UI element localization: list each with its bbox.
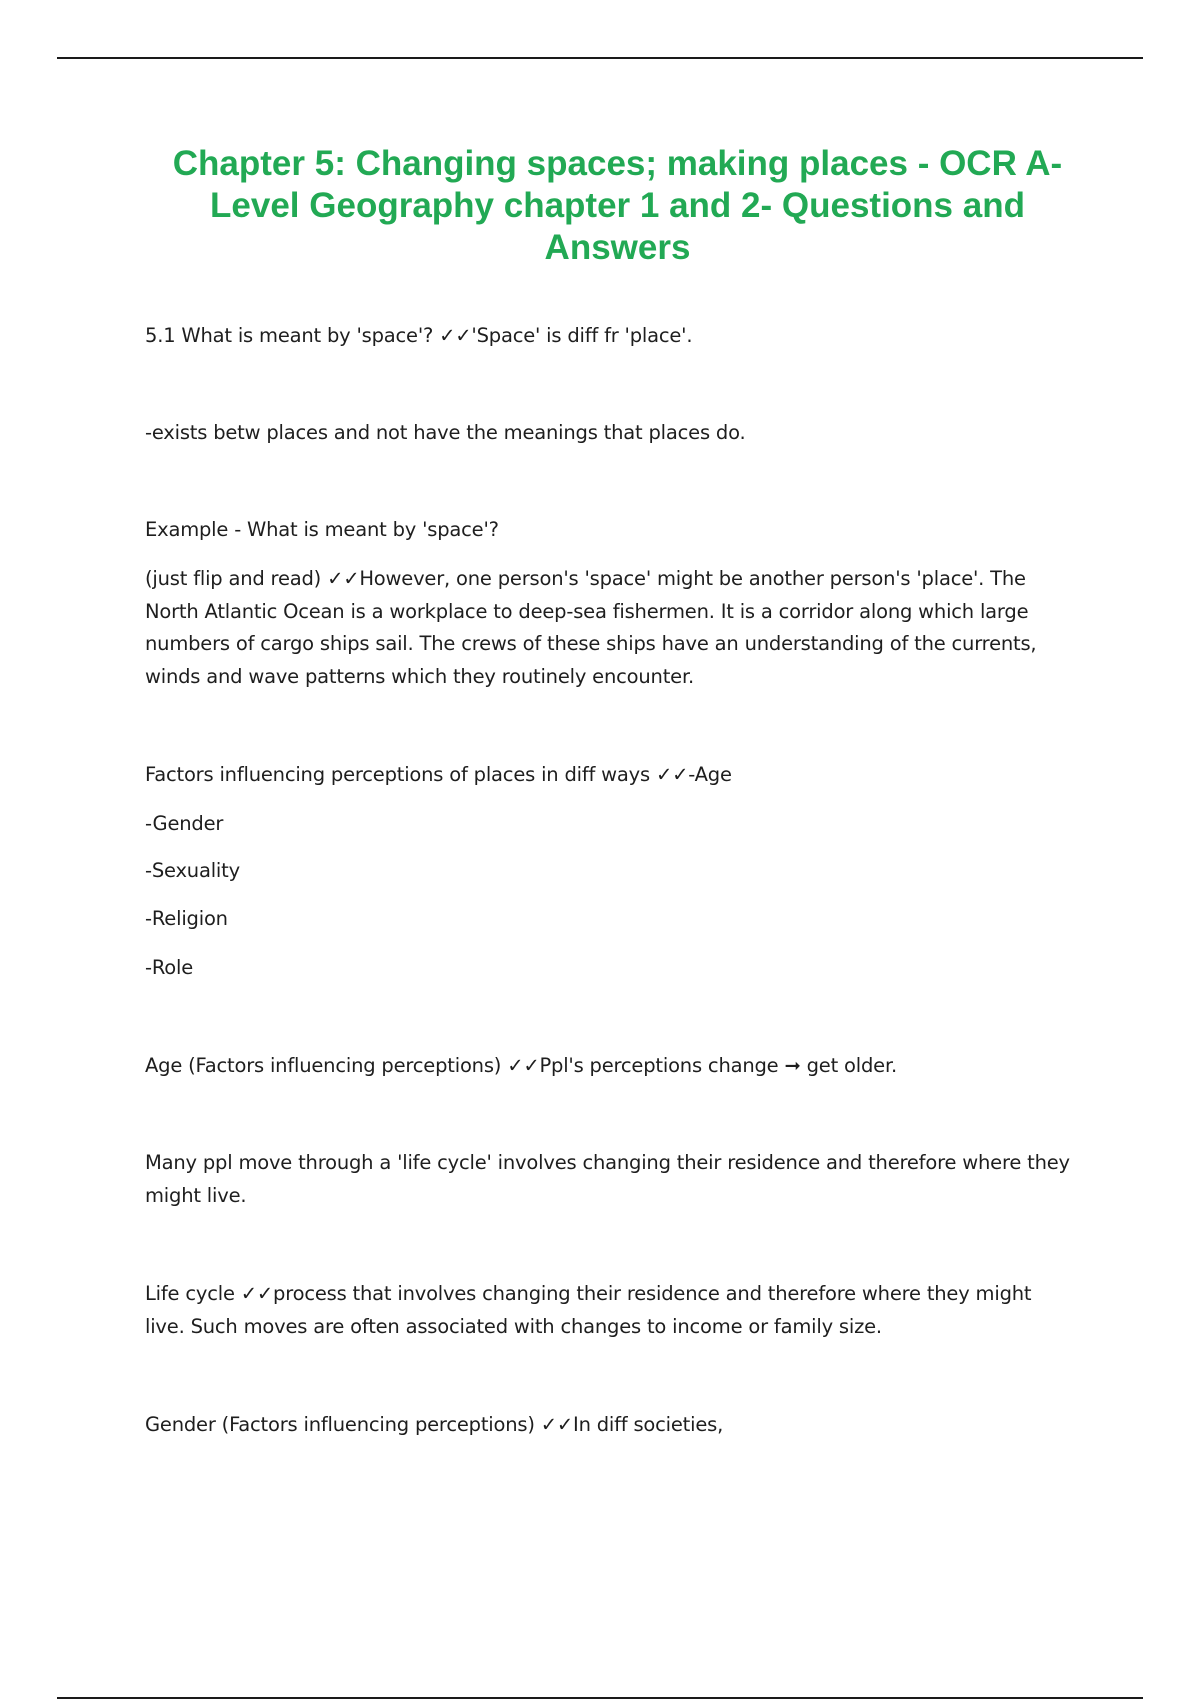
document-title: Chapter 5: Changing spaces; making places - OCR A-Level Geography chapter 1 and 2- Questions and Answers — [172, 144, 1063, 267]
footer-rule — [57, 1697, 1143, 1699]
paragraph-example-question: Example - What is meant by 'space'? — [145, 518, 499, 541]
paragraph-gender: Gender (Factors influencing perceptions) ✓✓In diff societies, — [145, 1413, 724, 1436]
list-item-gender: -Gender — [145, 812, 224, 835]
list-item-religion: -Religion — [145, 907, 228, 930]
paragraph-age: Age (Factors influencing perceptions) ✓✓Ppl's perceptions change ➞ get older. — [145, 1054, 897, 1077]
paragraph-space-question: 5.1 What is meant by 'space'? ✓✓'Space' is diff fr 'place'. — [145, 324, 693, 347]
header-rule — [57, 57, 1143, 59]
paragraph-life-cycle-move: Many ppl move through a 'life cycle' involves changing their residence and therefore where they might live. — [145, 1151, 1070, 1207]
list-item-sexuality: -Sexuality — [145, 859, 240, 882]
list-item-role: -Role — [145, 956, 194, 979]
paragraph-life-cycle: Life cycle ✓✓process that involves changing their residence and therefore where they might live. Such moves are often associated with changes to income or family size. — [145, 1282, 1032, 1338]
paragraph-example-answer: (just flip and read) ✓✓However, one person's 'space' might be another person's 'place'. The North Atlantic Ocean is a workplace to deep-sea fishermen. It is a corridor along which large numbers of cargo ships sail. The crews of these ships have an understanding of the currents, winds and wave patterns which they routinely encounter. — [145, 567, 1037, 688]
paragraph-space-definition: -exists betw places and not have the meanings that places do. — [145, 421, 746, 444]
paragraph-factors: Factors influencing perceptions of places in diff ways ✓✓-Age — [145, 763, 732, 786]
